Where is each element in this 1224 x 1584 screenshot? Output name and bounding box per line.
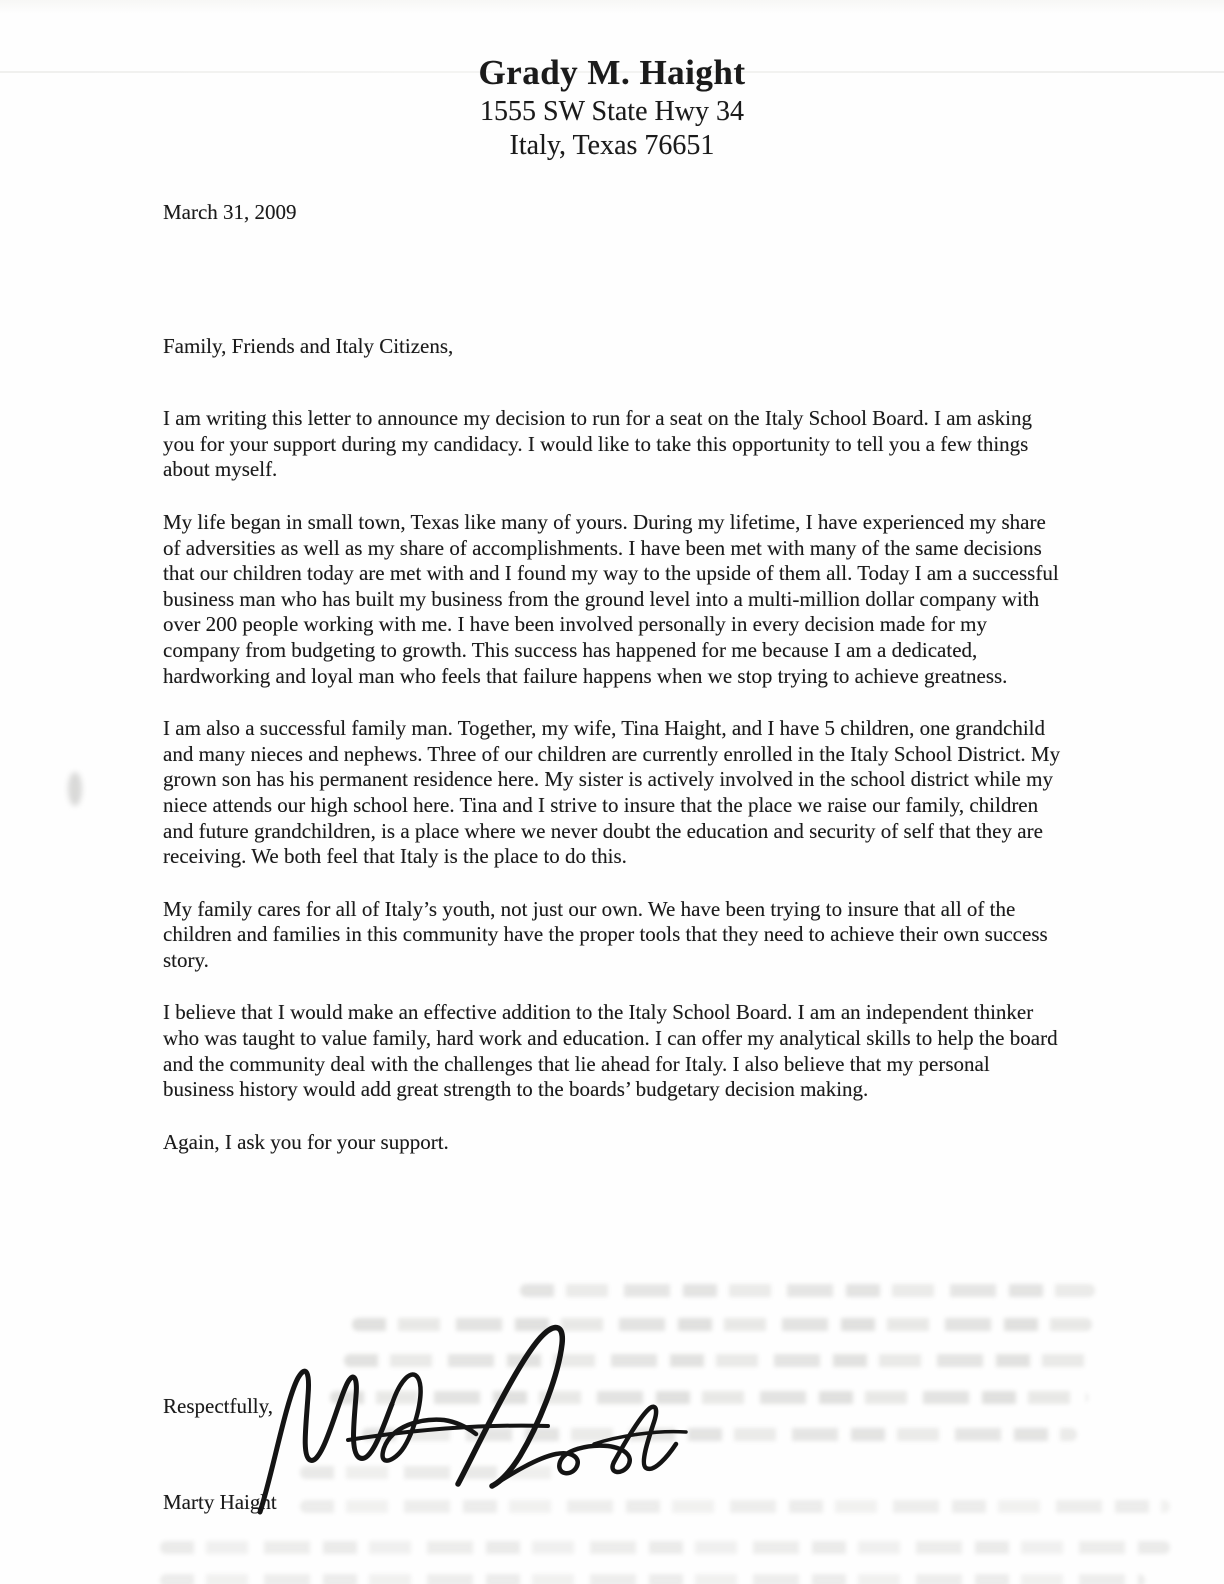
letterhead-address-line1: 1555 SW State Hwy 34 (480, 95, 744, 127)
salutation: Family, Friends and Italy Citizens, (163, 333, 454, 358)
paragraphs (163, 406, 1063, 1103)
signed-name: Marty Haight (163, 1490, 277, 1514)
letterhead-name: Grady M. Haight (478, 53, 746, 92)
bleed-through-artifact (520, 1284, 1095, 1297)
paragraph-background: My life began in small town, Texas like many of yours. During my lifetime, I have experienced my share of adversities as well as my share of accomplishments. I have been met with many of the same decisions that our children today are met with and I found my way to the upside of them all. Today I am a successful business man who has built my business from the ground level into a multi-million dollar company with over 200 people working with me. I have been involved personally in every decision made for my company from budgeting to growth. This success has happened for me because I am a dedicated, hardworking and loyal man who feels that failure happens when we stop trying to achieve greatness. (163, 509, 1059, 688)
letterhead (0, 52, 1224, 163)
paragraph-family: I am also a successful family man. Together, my wife, Tina Haight, and I have 5 children, one grandchild and many nieces and nephews. Three of our children are currently enrolled in the Italy School District. My grown son has his permanent residence here. My sister is actively involved in the school district while my niece attends our high school here. Tina and I strive to insure that the place we raise our family, children and future grandchildren, is a place where we never doubt the education and security of self that they are receiving. We both feel that Italy is the place to do this. (163, 716, 1061, 869)
bleed-through-artifact (160, 1574, 1145, 1584)
scan-smudge-artifact (68, 772, 82, 806)
valediction: Respectfully, (163, 1394, 274, 1418)
letter-body (163, 200, 1063, 1155)
date-line: March 31, 2009 (163, 200, 297, 224)
paragraph-qualifications: I believe that I would make an effective addition to the Italy School Board. I am an independent thinker who was taught to value family, hard work and education. I can offer my analytical skills to help the board and the community deal with the challenges that lie ahead for Italy. I also believe that my personal business history would add great strength to the boards’ budgetary decision making. (163, 1000, 1058, 1102)
bleed-through-artifact (160, 1541, 1170, 1554)
handwritten-signature (252, 1316, 722, 1520)
closing-request: Again, I ask you for your support. (163, 1129, 449, 1154)
scan-haze-artifact (0, 0, 1224, 14)
paragraph-announcement: I am writing this letter to announce my decision to run for a seat on the Italy School Board. I am asking you for your support during my candidacy. I would like to take this opportunity to tell you a few things about myself. (163, 406, 1032, 482)
letterhead-address-line2: Italy, Texas 76651 (509, 129, 715, 161)
paragraph-community: My family cares for all of Italy’s youth, not just our own. We have been trying to insure that all of the children and families in this community have the proper tools that they need to achieve their own success story. (163, 896, 1048, 972)
